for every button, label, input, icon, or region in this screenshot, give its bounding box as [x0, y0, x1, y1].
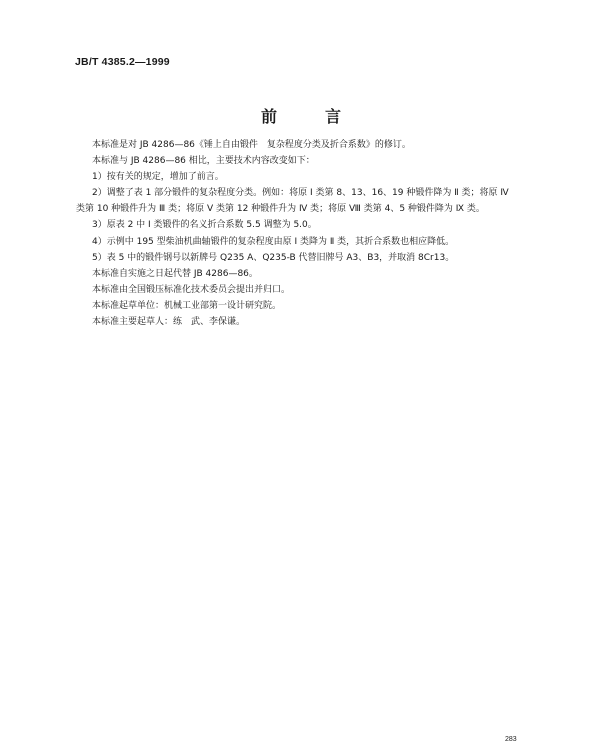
- list-item: 5）表 5 中的锻件钢号以新牌号 Q235 A、Q235-B 代替旧牌号 A3、B3，并取消 8Cr13。: [92, 252, 455, 263]
- list-item: 4）示例中 195 型柴油机曲轴锻件的复杂程度由原 Ⅰ 类降为 Ⅱ 类，其折合系数也相应降低。: [92, 236, 455, 247]
- standard-number: JB/T 4385.2—1999: [75, 56, 170, 68]
- paragraph: 本标准是对 JB 4286—86《锤上自由锻件 复杂程度分类及折合系数》的修订。: [92, 140, 411, 150]
- page-title: 前言: [260, 107, 389, 126]
- foreword-body: [76, 137, 526, 330]
- list-item-continuation: 类第 10 种锻件升为 Ⅲ 类；将原 Ⅴ 类第 12 种锻件升为 Ⅳ 类；将原 Ⅷ 类第 4、5 种锻件降为 Ⅸ 类。: [76, 204, 485, 215]
- list-item: 3）原表 2 中 Ⅰ 类锻件的名义折合系数 5.5 调整为 5.0。: [92, 220, 317, 231]
- paragraph: 本标准起草单位：机械工业部第一设计研究院。: [92, 300, 282, 311]
- paragraph: 本标准与 JB 4286—86 相比，主要技术内容改变如下：: [92, 156, 315, 167]
- list-item: 1）按有关的规定，增加了前言。: [92, 172, 224, 183]
- list-item: 2）调整了表 1 部分锻件的复杂程度分类。例如：将原 Ⅰ 类第 8、13、16、19 种锻件降为 Ⅱ 类；将原 Ⅳ: [92, 188, 509, 199]
- page-number: 283: [505, 736, 517, 743]
- paragraph: 本标准由全国锻压标准化技术委员会提出并归口。: [92, 284, 291, 295]
- paragraph: 本标准主要起草人：练 武、李保谦。: [92, 317, 246, 328]
- paragraph: 本标准自实施之日起代替 JB 4286—86。: [92, 268, 258, 279]
